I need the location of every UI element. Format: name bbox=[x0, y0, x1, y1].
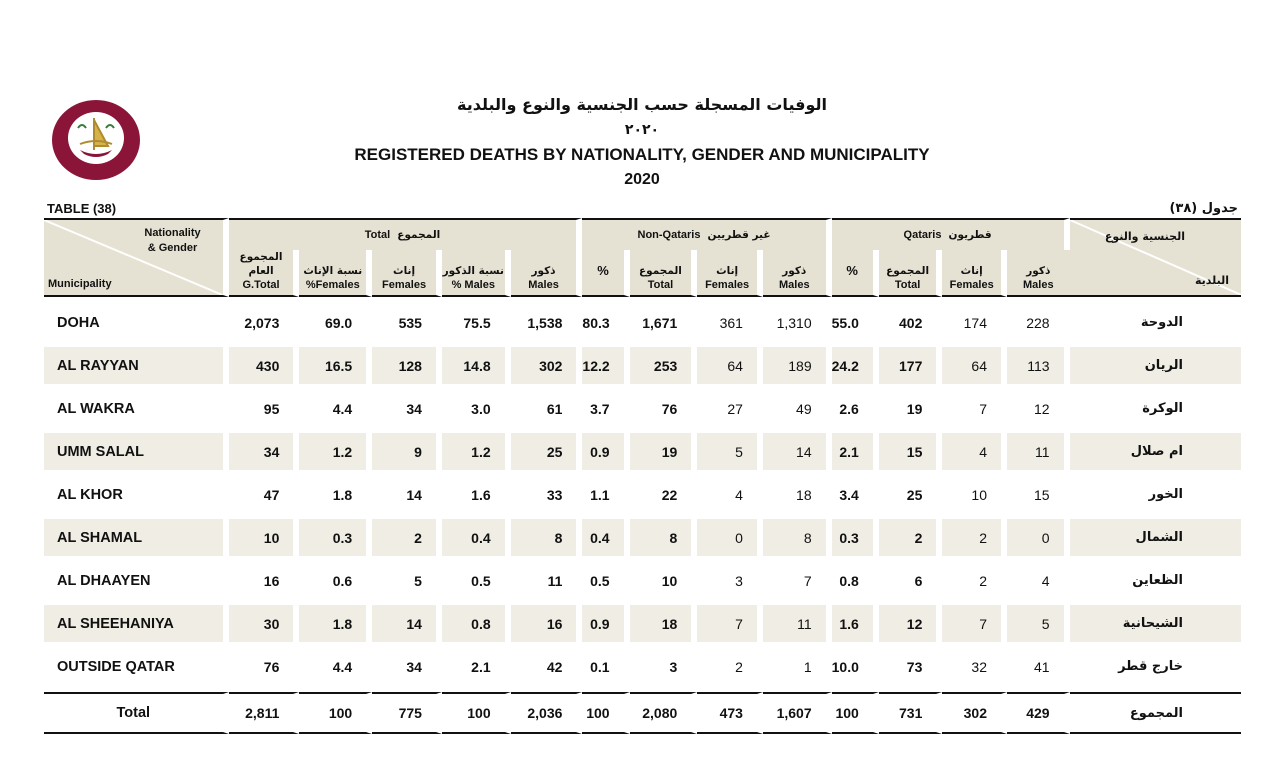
cell-nt: 3 bbox=[630, 645, 698, 688]
cell-np: 100 bbox=[582, 692, 629, 734]
municipality-name: AL SHEEHANIYA bbox=[44, 602, 229, 645]
col-q-females: إناث Females bbox=[942, 250, 1007, 297]
cell-nm: 1,310 bbox=[763, 301, 832, 344]
cell-qf: 2 bbox=[942, 516, 1007, 559]
cell-gt: 16 bbox=[229, 559, 300, 602]
cell-nm: 1,607 bbox=[763, 692, 832, 734]
cell-qt: 177 bbox=[879, 344, 943, 387]
cell-qm: 5 bbox=[1007, 602, 1070, 645]
cell-nm: 11 bbox=[763, 602, 832, 645]
col-nonq-males: ذكور Males bbox=[763, 250, 832, 297]
cell-qf: 7 bbox=[942, 602, 1007, 645]
cell-pm: 3.0 bbox=[442, 387, 511, 430]
cell-np: 3.7 bbox=[582, 387, 629, 430]
cell-nf: 27 bbox=[697, 387, 763, 430]
cell-nm: 1 bbox=[763, 645, 832, 688]
cell-pf: 16.5 bbox=[299, 344, 372, 387]
cell-qf: 32 bbox=[942, 645, 1007, 688]
cell-nf: 361 bbox=[697, 301, 763, 344]
cell-nt: 2,080 bbox=[630, 692, 698, 734]
corner-header-english bbox=[44, 218, 229, 297]
cell-np: 0.1 bbox=[582, 645, 629, 688]
cell-nm: 8 bbox=[763, 516, 832, 559]
cell-pf: 100 bbox=[299, 692, 372, 734]
cell-pf: 69.0 bbox=[299, 301, 372, 344]
municipality-name: AL WAKRA bbox=[44, 387, 229, 430]
municipality-name-ar: الدوحة bbox=[1070, 301, 1241, 344]
cell-f: 14 bbox=[372, 473, 442, 516]
col-grand-total: المجموع العام G.Total bbox=[229, 250, 300, 297]
cell-qm: 4 bbox=[1007, 559, 1070, 602]
cell-pf: 0.3 bbox=[299, 516, 372, 559]
table-row bbox=[44, 602, 1241, 645]
col-q-males: ذكور Males bbox=[1007, 250, 1070, 297]
cell-pf: 4.4 bbox=[299, 645, 372, 688]
nationality-gender-label-ar: الجنسية والنوع bbox=[1104, 230, 1185, 243]
table-row bbox=[44, 301, 1241, 344]
table-row bbox=[44, 473, 1241, 516]
cell-pm: 0.4 bbox=[442, 516, 511, 559]
cell-pf: 1.2 bbox=[299, 430, 372, 473]
cell-nt: 76 bbox=[630, 387, 698, 430]
cell-pf: 1.8 bbox=[299, 602, 372, 645]
cell-np: 0.9 bbox=[582, 602, 629, 645]
cell-m: 302 bbox=[511, 344, 583, 387]
title-english: REGISTERED DEATHS BY NATIONALITY, GENDER AND MUNICIPALITY bbox=[354, 145, 930, 164]
cell-pf: 4.4 bbox=[299, 387, 372, 430]
cell-qm: 228 bbox=[1007, 301, 1070, 344]
table-row bbox=[44, 430, 1241, 473]
col-nonq-total: المجموع Total bbox=[630, 250, 698, 297]
cell-qt: 73 bbox=[879, 645, 943, 688]
table-row bbox=[44, 344, 1241, 387]
cell-np: 80.3 bbox=[582, 301, 629, 344]
municipality-name-ar: المجموع bbox=[1070, 692, 1241, 734]
cell-qt: 6 bbox=[879, 559, 943, 602]
municipality-name: OUTSIDE QATAR bbox=[44, 645, 229, 688]
cell-qp: 1.6 bbox=[832, 602, 879, 645]
total-row bbox=[44, 692, 1241, 734]
cell-nf: 3 bbox=[697, 559, 763, 602]
cell-m: 2,036 bbox=[511, 692, 583, 734]
cell-qp: 10.0 bbox=[832, 645, 879, 688]
cell-pm: 0.8 bbox=[442, 602, 511, 645]
cell-qp: 100 bbox=[832, 692, 879, 734]
municipality-name: DOHA bbox=[44, 301, 229, 344]
nationality-gender-label-1: Nationality bbox=[144, 227, 201, 239]
cell-np: 0.5 bbox=[582, 559, 629, 602]
municipality-name: Total bbox=[44, 692, 229, 734]
table-label-english: TABLE (38) bbox=[47, 201, 117, 216]
col-males: ذكور Males bbox=[511, 250, 583, 297]
cell-m: 8 bbox=[511, 516, 583, 559]
cell-nt: 10 bbox=[630, 559, 698, 602]
cell-qp: 3.4 bbox=[832, 473, 879, 516]
municipality-name-ar: الريان bbox=[1070, 344, 1241, 387]
cell-f: 535 bbox=[372, 301, 442, 344]
cell-np: 0.9 bbox=[582, 430, 629, 473]
cell-nm: 189 bbox=[763, 344, 832, 387]
col-nonq-females: إناث Females bbox=[697, 250, 763, 297]
cell-qm: 429 bbox=[1007, 692, 1070, 734]
cell-m: 33 bbox=[511, 473, 583, 516]
municipality-name-ar: ام صلال bbox=[1070, 430, 1241, 473]
cell-qm: 12 bbox=[1007, 387, 1070, 430]
cell-qt: 731 bbox=[879, 692, 943, 734]
cell-m: 25 bbox=[511, 430, 583, 473]
cell-m: 11 bbox=[511, 559, 583, 602]
cell-qp: 0.3 bbox=[832, 516, 879, 559]
municipality-name-ar: الشيحانية bbox=[1070, 602, 1241, 645]
municipality-label-ar: البلدية bbox=[1194, 274, 1229, 287]
cell-qf: 4 bbox=[942, 430, 1007, 473]
cell-qt: 15 bbox=[879, 430, 943, 473]
cell-nt: 22 bbox=[630, 473, 698, 516]
table-row bbox=[44, 516, 1241, 559]
col-females: إناث Females bbox=[372, 250, 442, 297]
cell-qf: 10 bbox=[942, 473, 1007, 516]
group-header-qataris: Qataris قطريون bbox=[832, 218, 1070, 250]
group-header-total: Total المجموع bbox=[229, 218, 583, 250]
cell-qf: 64 bbox=[942, 344, 1007, 387]
cell-qp: 0.8 bbox=[832, 559, 879, 602]
cell-nt: 18 bbox=[630, 602, 698, 645]
cell-pm: 0.5 bbox=[442, 559, 511, 602]
cell-gt: 47 bbox=[229, 473, 300, 516]
table-body bbox=[44, 297, 1241, 734]
cell-nf: 0 bbox=[697, 516, 763, 559]
cell-qf: 7 bbox=[942, 387, 1007, 430]
cell-f: 14 bbox=[372, 602, 442, 645]
cell-qm: 113 bbox=[1007, 344, 1070, 387]
cell-qp: 55.0 bbox=[832, 301, 879, 344]
cell-qp: 2.1 bbox=[832, 430, 879, 473]
cell-gt: 430 bbox=[229, 344, 300, 387]
cell-nf: 4 bbox=[697, 473, 763, 516]
cell-np: 1.1 bbox=[582, 473, 629, 516]
col-nonq-pct: % bbox=[582, 250, 629, 297]
table-label-arabic: جدول (٣٨) bbox=[1169, 201, 1238, 216]
cell-qt: 19 bbox=[879, 387, 943, 430]
table-row bbox=[44, 387, 1241, 430]
cell-pm: 100 bbox=[442, 692, 511, 734]
year-arabic: ٢٠٢٠ bbox=[624, 122, 660, 138]
municipality-name-ar: خارج قطر bbox=[1070, 645, 1241, 688]
cell-nf: 5 bbox=[697, 430, 763, 473]
municipality-name: AL KHOR bbox=[44, 473, 229, 516]
cell-nf: 2 bbox=[697, 645, 763, 688]
cell-pm: 75.5 bbox=[442, 301, 511, 344]
cell-qp: 24.2 bbox=[832, 344, 879, 387]
municipality-name: AL SHAMAL bbox=[44, 516, 229, 559]
cell-nf: 7 bbox=[697, 602, 763, 645]
group-header-non-qataris: Non-Qataris غير قطريين bbox=[582, 218, 831, 250]
cell-gt: 2,811 bbox=[229, 692, 300, 734]
cell-qm: 15 bbox=[1007, 473, 1070, 516]
corner-header-arabic bbox=[1070, 218, 1241, 297]
cell-gt: 10 bbox=[229, 516, 300, 559]
cell-qf: 302 bbox=[942, 692, 1007, 734]
cell-nm: 18 bbox=[763, 473, 832, 516]
cell-gt: 76 bbox=[229, 645, 300, 688]
cell-pm: 2.1 bbox=[442, 645, 511, 688]
cell-qm: 41 bbox=[1007, 645, 1070, 688]
cell-np: 0.4 bbox=[582, 516, 629, 559]
cell-qf: 2 bbox=[942, 559, 1007, 602]
cell-pm: 1.6 bbox=[442, 473, 511, 516]
col-q-total: المجموع Total bbox=[879, 250, 943, 297]
municipality-name: AL RAYYAN bbox=[44, 344, 229, 387]
col-pct-males: نسبة الذكور % Males bbox=[442, 250, 511, 297]
cell-nm: 7 bbox=[763, 559, 832, 602]
cell-nt: 19 bbox=[630, 430, 698, 473]
cell-pf: 1.8 bbox=[299, 473, 372, 516]
municipality-name-ar: الظعاين bbox=[1070, 559, 1241, 602]
cell-m: 61 bbox=[511, 387, 583, 430]
cell-nm: 14 bbox=[763, 430, 832, 473]
cell-nt: 1,671 bbox=[630, 301, 698, 344]
table-row bbox=[44, 559, 1241, 602]
cell-qp: 2.6 bbox=[832, 387, 879, 430]
cell-gt: 34 bbox=[229, 430, 300, 473]
cell-gt: 2,073 bbox=[229, 301, 300, 344]
cell-qt: 2 bbox=[879, 516, 943, 559]
cell-f: 775 bbox=[372, 692, 442, 734]
title-arabic: الوفيات المسجلة حسب الجنسية والنوع والبلدية bbox=[457, 95, 827, 114]
report-titles bbox=[280, 92, 1004, 192]
year-english: 2020 bbox=[624, 171, 660, 188]
cell-nt: 8 bbox=[630, 516, 698, 559]
nationality-gender-label-2: & Gender bbox=[147, 242, 198, 254]
cell-qt: 12 bbox=[879, 602, 943, 645]
cell-m: 16 bbox=[511, 602, 583, 645]
municipality-name: UMM SALAL bbox=[44, 430, 229, 473]
cell-pm: 14.8 bbox=[442, 344, 511, 387]
cell-f: 5 bbox=[372, 559, 442, 602]
cell-pf: 0.6 bbox=[299, 559, 372, 602]
cell-gt: 30 bbox=[229, 602, 300, 645]
deaths-table bbox=[44, 218, 1241, 734]
table-row bbox=[44, 645, 1241, 688]
cell-qt: 25 bbox=[879, 473, 943, 516]
cell-gt: 95 bbox=[229, 387, 300, 430]
cell-f: 34 bbox=[372, 387, 442, 430]
col-q-pct: % bbox=[832, 250, 879, 297]
cell-nm: 49 bbox=[763, 387, 832, 430]
cell-qf: 174 bbox=[942, 301, 1007, 344]
qatar-psa-logo bbox=[50, 98, 142, 182]
col-pct-females: نسبة الإناث %Females bbox=[299, 250, 372, 297]
cell-f: 2 bbox=[372, 516, 442, 559]
municipality-name-ar: الخور bbox=[1070, 473, 1241, 516]
cell-np: 12.2 bbox=[582, 344, 629, 387]
municipality-label: Municipality bbox=[48, 278, 112, 290]
cell-nf: 473 bbox=[697, 692, 763, 734]
cell-nf: 64 bbox=[697, 344, 763, 387]
cell-qt: 402 bbox=[879, 301, 943, 344]
cell-qm: 0 bbox=[1007, 516, 1070, 559]
municipality-name-ar: الوكرة bbox=[1070, 387, 1241, 430]
cell-f: 128 bbox=[372, 344, 442, 387]
cell-m: 1,538 bbox=[511, 301, 583, 344]
municipality-name-ar: الشمال bbox=[1070, 516, 1241, 559]
cell-f: 9 bbox=[372, 430, 442, 473]
cell-pm: 1.2 bbox=[442, 430, 511, 473]
cell-nt: 253 bbox=[630, 344, 698, 387]
cell-qm: 11 bbox=[1007, 430, 1070, 473]
municipality-name: AL DHAAYEN bbox=[44, 559, 229, 602]
cell-f: 34 bbox=[372, 645, 442, 688]
cell-m: 42 bbox=[511, 645, 583, 688]
